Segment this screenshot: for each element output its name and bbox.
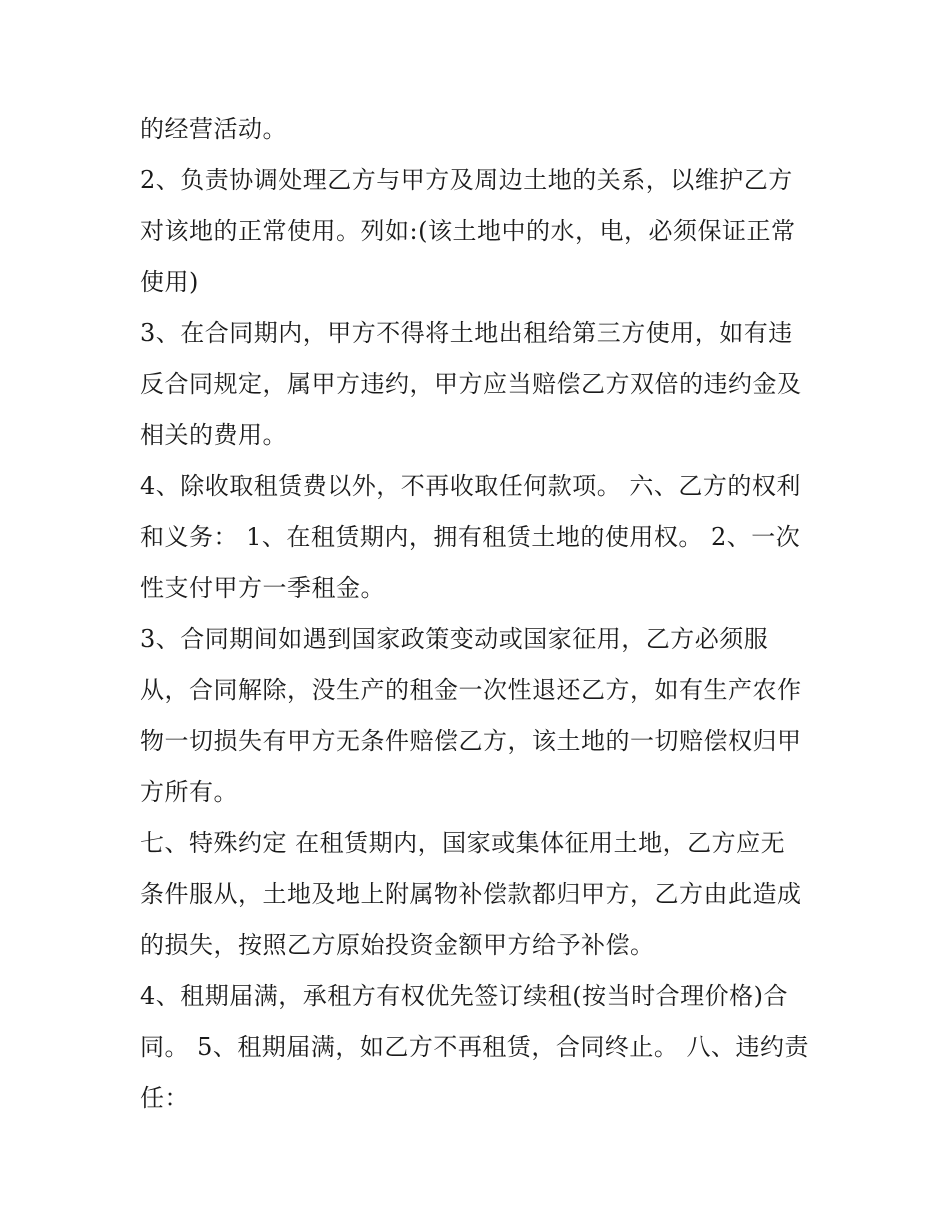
text-line: 反合同规定，属甲方违约，甲方应当赔偿乙方双倍的违约金及: [140, 370, 802, 398]
text-line: 的经营活动。: [140, 115, 287, 143]
text-line: 同。 5、租期届满，如乙方不再租赁，合同终止。 八、违约责: [140, 1033, 810, 1061]
text-line: 任：: [140, 1084, 189, 1112]
text-line: 性支付甲方一季租金。: [140, 574, 385, 602]
text-line: 和义务： 1、在租赁期内，拥有租赁土地的使用权。 2、一次: [140, 523, 801, 551]
text-line: 相关的费用。: [140, 421, 287, 449]
text-line: 的损失，按照乙方原始投资金额甲方给予补偿。: [140, 931, 655, 959]
text-line: 方所有。: [140, 778, 238, 806]
text-line: 从，合同解除，没生产的租金一次性退还乙方，如有生产农作: [140, 676, 802, 704]
text-line: 2、负责协调处理乙方与甲方及周边土地的关系，以维护乙方: [140, 166, 793, 194]
text-line: 条件服从，土地及地上附属物补偿款都归甲方，乙方由此造成: [140, 880, 802, 908]
text-line: 3、在合同期内，甲方不得将土地出租给第三方使用，如有违: [140, 319, 793, 347]
text-line: 七、特殊约定 在租赁期内，国家或集体征用土地，乙方应无: [140, 829, 786, 857]
text-line: 4、租期届满，承租方有权优先签订续租(按当时合理价格)合: [140, 982, 788, 1010]
text-line: 对该地的正常使用。列如:(该土地中的水，电，必须保证正常: [140, 217, 796, 245]
text-line: 3、合同期间如遇到国家政策变动或国家征用，乙方必须服: [140, 625, 769, 653]
text-line: 物一切损失有甲方无条件赔偿乙方，该土地的一切赔偿权归甲: [140, 727, 802, 755]
text-line: 4、除收取租赁费以外，不再收取任何款项。 六、乙方的权利: [140, 472, 801, 500]
text-line: 使用): [140, 268, 199, 296]
